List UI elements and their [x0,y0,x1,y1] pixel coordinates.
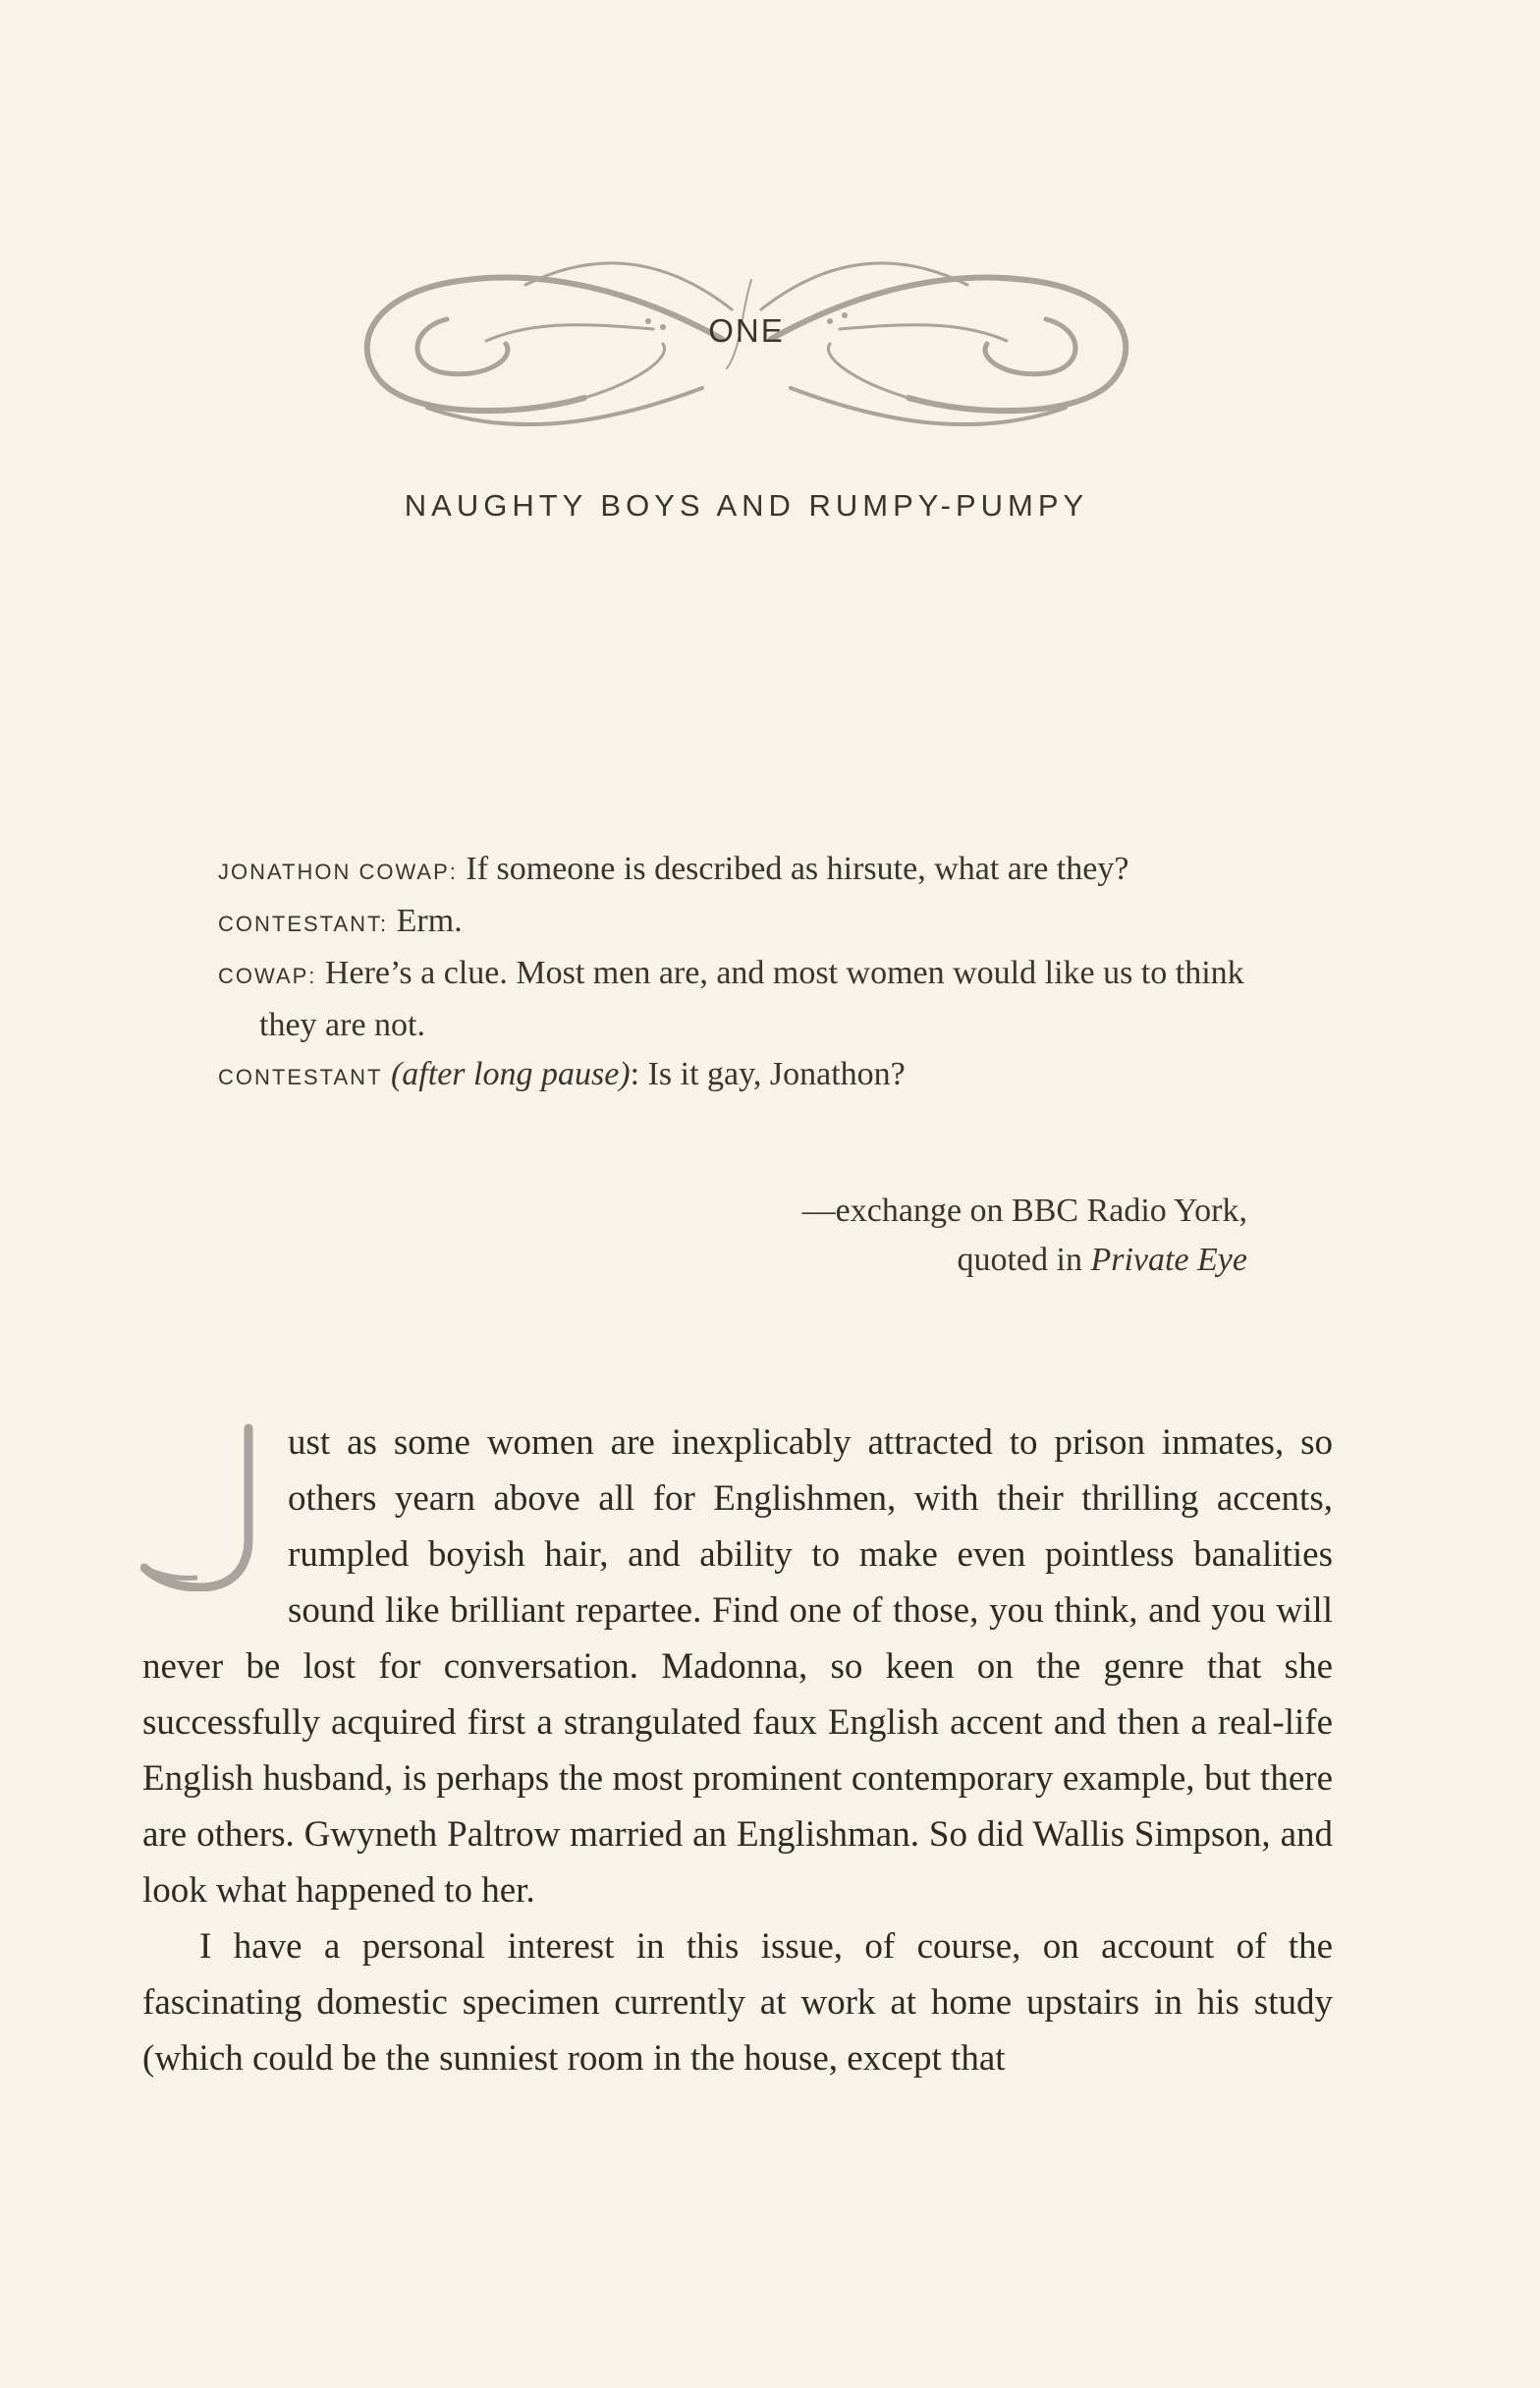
paragraph: I have a personal interest in this issue, of course, on account of the fascinating domestic specimen currently at work at home upstairs in his study (which could be the sunniest room in the house, except that [142,1926,1333,2079]
attribution-line [560,1236,1247,1285]
epigraph-attribution [560,1187,1247,1285]
attribution-line: —exchange on BBC Radio York, [801,1193,1247,1229]
speech-text: Here’s a clue. Most men are, and most women would like us to think they are not. [259,955,1244,1043]
drop-cap-j-glyph [140,1422,270,1591]
epigraph-line: CONTESTANT (after long pause): Is it gay, Jonathon? [218,1056,906,1092]
attribution-quoted: quoted in [957,1242,1082,1278]
speech-text: If someone is described as hirsute, what are they? [466,851,1129,887]
paragraph-text: ust as some women are inexplicably attracted to prison inmates, so others yearn above all for Englishmen, with their thrilling accents, rumpled boyish hair, and ability to make even pointless banalities sound like brilliant repartee. Find one of those, you think, and you will never be lost for conversation. Madonna, so keen on the genre that she successfully acquired first a strangulated faux English accent and then a real-life English husband, is perhaps the most prominent contemporary example, but there are others. Gwyneth Paltrow married an Englishman. So did Wallis Simpson, and look what happened to her. [142,1422,1333,1911]
epigraph [218,845,1259,1102]
chapter-title: NAUGHTY BOYS AND RUMPY-PUMPY [404,488,1089,523]
speech-text: Is it gay, Jonathon? [647,1056,906,1092]
drop-cap-letter [140,1422,270,1591]
epigraph-line [218,949,1259,1050]
epigraph-line [218,845,1259,897]
chapter-number: ONE [708,312,785,349]
stage-direction: (after long pause) [390,1056,631,1092]
speaker-name: CONTESTANT [218,1065,383,1089]
paragraph [142,1415,1333,1918]
speaker-name: COWAP: [218,964,317,988]
attribution-source: Private Eye [1090,1242,1247,1278]
epigraph-line [218,897,1259,949]
speech-text: Erm. [396,903,463,939]
speaker-name: JONATHON COWAP: [218,860,458,884]
body-text [142,1415,1333,2086]
speaker-name: CONTESTANT: [218,912,389,936]
